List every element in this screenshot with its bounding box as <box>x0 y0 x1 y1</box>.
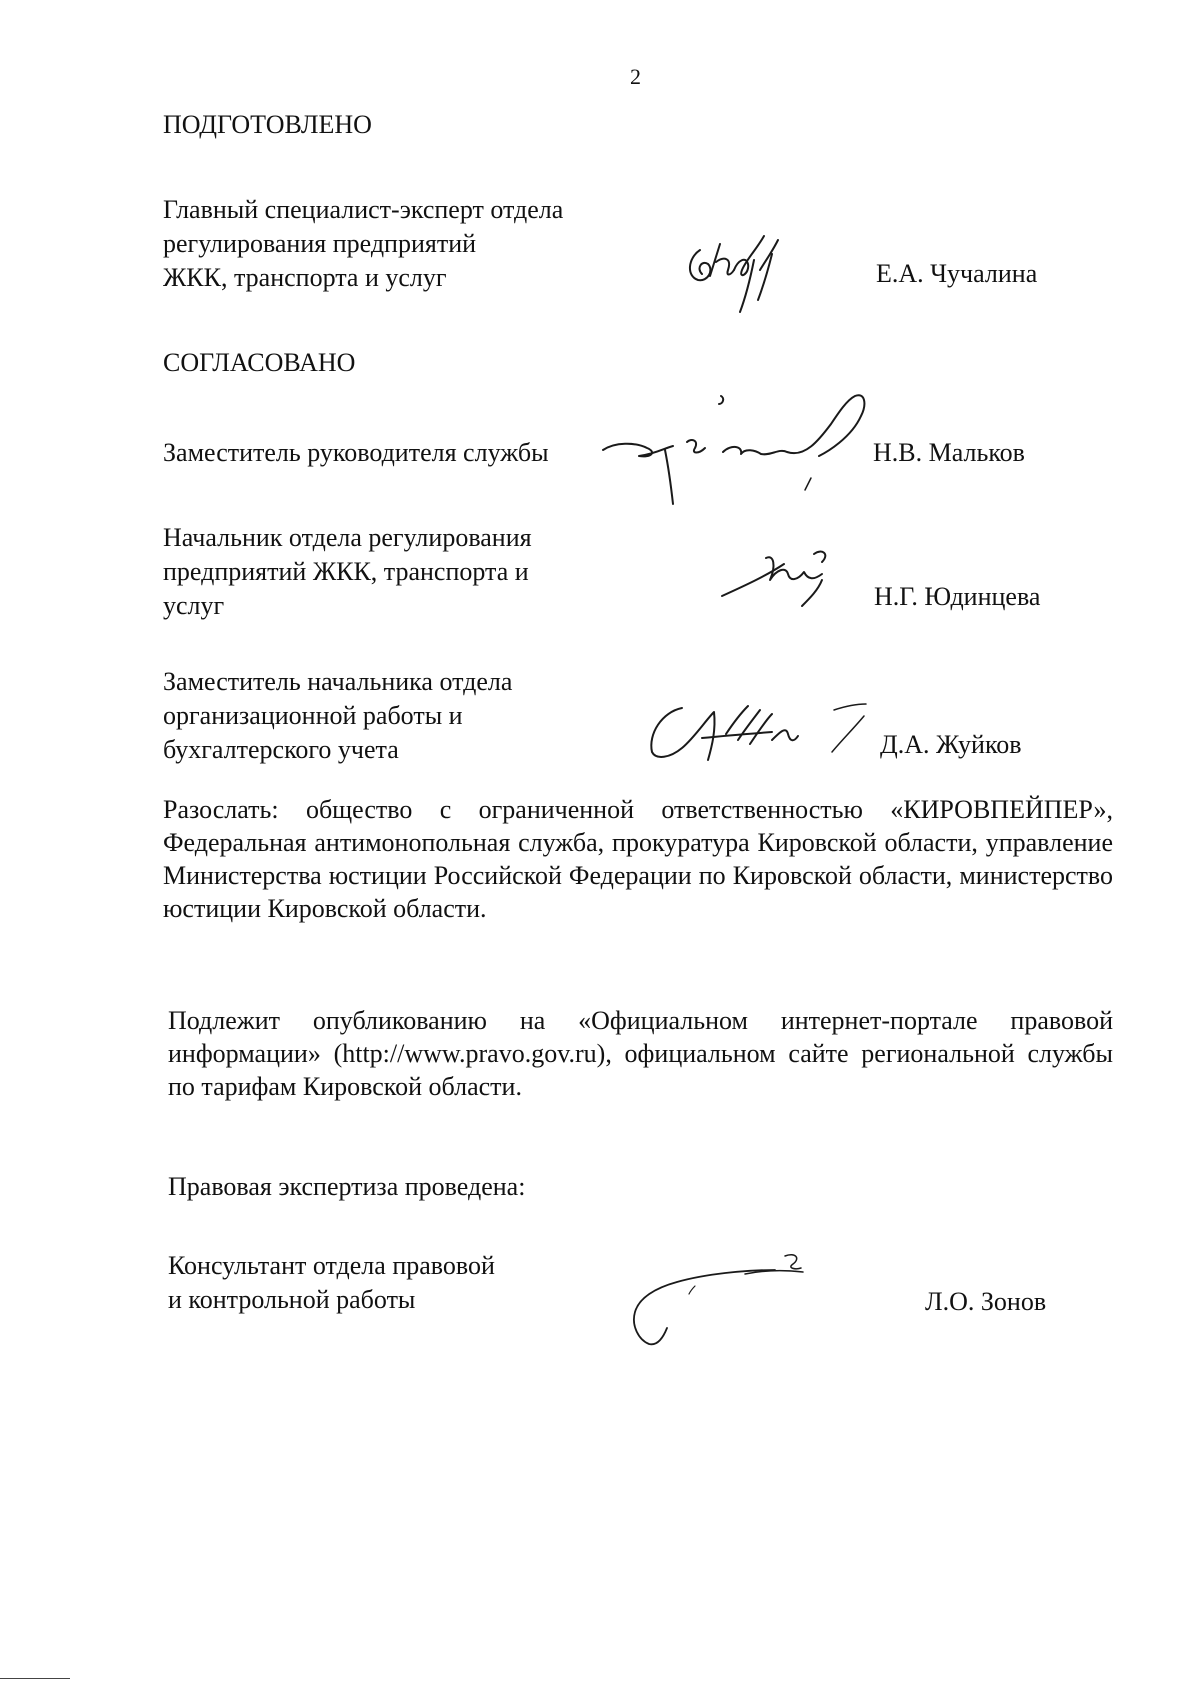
prepared-name: Е.А. Чучалина <box>876 259 1038 288</box>
legal-review-position <box>168 1249 495 1317</box>
legal-review-name: Л.О. Зонов <box>925 1287 1047 1316</box>
signatory-position <box>163 665 512 767</box>
signatory-name: Д.А. Жуйков <box>880 730 1022 759</box>
signatory-name: Н.Г. Юдинцева <box>874 582 1041 611</box>
signature-zonov <box>625 1240 825 1360</box>
legal-review-heading: Правовая экспертиза проведена: <box>168 1172 526 1201</box>
prepared-heading: ПОДГОТОВЛЕНО <box>163 110 372 139</box>
position-line: организационной работы и <box>163 701 463 730</box>
signature-malkov <box>595 390 885 510</box>
position-line: предприятий ЖКК, транспорта и <box>163 557 529 586</box>
distribution-paragraph: Разослать: общество с ограниченной ответственностью «КИРОВПЕЙПЕР», Федеральная антимонопольная служба, прокуратура Кировской области, управление Министерства юстиции Российской Федерации по Кировской области, министерство юстиции Кировской области. <box>163 795 1113 923</box>
position-line: Главный специалист-эксперт отдела <box>163 195 564 224</box>
publication-paragraph: Подлежит опубликованию на «Официальном интернет-портале правовой информации» (http://www.pravo.gov.ru), официальном сайте региональной службы по тарифам Кировской области. <box>168 1006 1113 1101</box>
agreed-heading: СОГЛАСОВАНО <box>163 348 356 377</box>
position-line: услуг <box>163 591 225 620</box>
position-line: Консультант отдела правовой <box>168 1251 495 1280</box>
scan-edge-line <box>0 1678 70 1679</box>
position-line: и контрольной работы <box>168 1285 416 1314</box>
signature-chuchalina <box>680 230 800 320</box>
position-line: Начальник отдела регулирования <box>163 523 532 552</box>
position-line: бухгалтерского учета <box>163 735 399 764</box>
signatory-position <box>163 521 532 623</box>
signatory-position: Заместитель руководителя службы <box>163 438 549 467</box>
position-line: ЖКК, транспорта и услуг <box>163 263 447 292</box>
position-line: Заместитель начальника отдела <box>163 667 513 696</box>
signatory-name: Н.В. Мальков <box>873 438 1025 467</box>
signature-yudintseva <box>718 540 838 620</box>
page-number: 2 <box>630 64 641 89</box>
position-line: регулирования предприятий <box>163 229 477 258</box>
prepared-position <box>163 193 563 295</box>
signature-zhuikov <box>642 690 882 770</box>
